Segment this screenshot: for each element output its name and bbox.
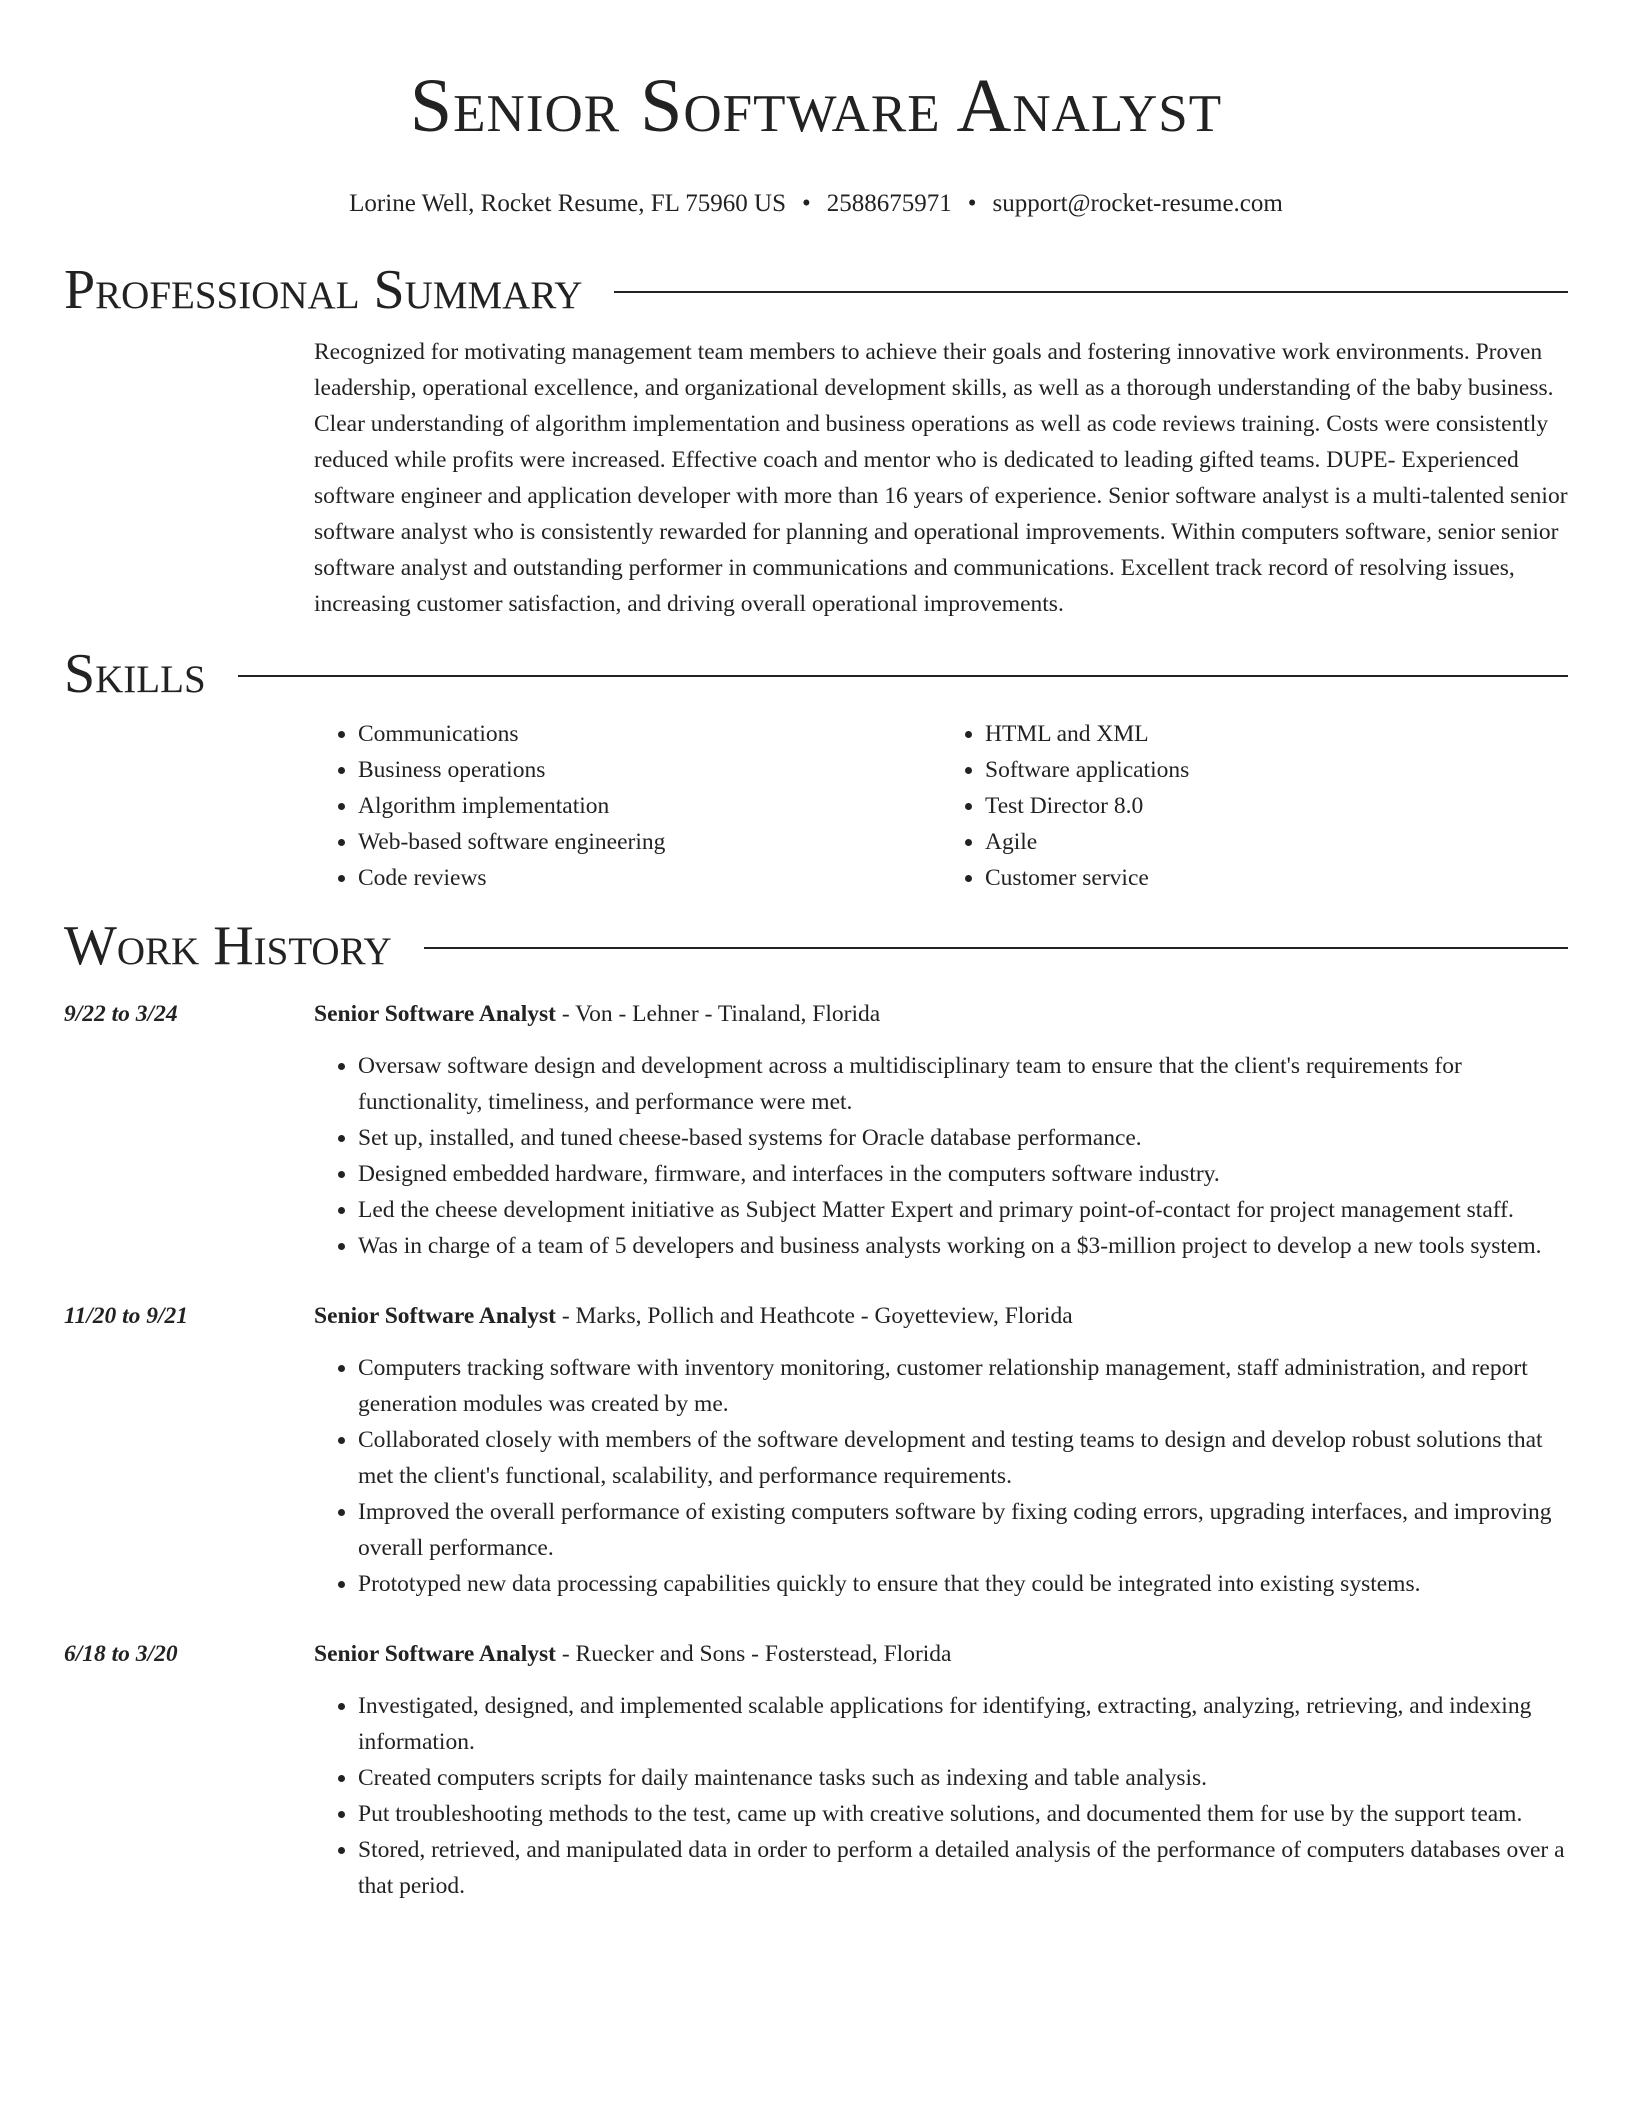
job-bullet: • Improved the overall performance of existing computers software by fixing coding errors, upgrading interfaces, and improving overall performance. — [358, 1494, 1568, 1566]
job-header — [314, 1636, 1568, 1672]
job-content — [314, 996, 1568, 1264]
job-bullet: • Set up, installed, and tuned cheese-based systems for Oracle database performance. — [358, 1120, 1568, 1156]
job-bullet: • Led the cheese development initiative as Subject Matter Expert and primary point-of-contact for project management staff. — [358, 1192, 1568, 1228]
summary-section-heading — [64, 258, 1568, 322]
summary-text: Recognized for motivating management team members to achieve their goals and fostering innovative work environments. Proven leadership, operational excellence, and organizational development skills, as well as a thorough understanding of the baby business. Clear understanding of algorithm implementation and business operations as well as code reviews training. Costs were consistently reduced while profits were increased. Effective coach and mentor who is dedicated to leading gifted teams. DUPE- Experienced software engineer and application developer with more than 16 years of experience. Senior software analyst is a multi-talented senior software analyst who is consistently rewarded for planning and operational improvements. Within computers software, senior senior software analyst and outstanding performer in communications and communications. Excellent track record of resolving issues, increasing customer satisfaction, and driving overall operational improvements. — [314, 339, 1568, 617]
job-employer-location: - Von - Lehner - Tinaland, Florida — [555, 1001, 881, 1027]
work-history-heading-text: Work History — [64, 915, 392, 977]
skill-item: • Business operations — [358, 752, 941, 788]
section-divider — [614, 291, 1568, 293]
section-divider — [424, 947, 1568, 949]
job-content — [314, 1636, 1568, 1904]
job-bullet: • Put troubleshooting methods to the test, came up with creative solutions, and documented them for use by the support team. — [358, 1796, 1568, 1832]
work-history-section-heading — [64, 914, 1568, 978]
skills-list-left — [314, 716, 941, 896]
job-entry — [64, 1636, 1568, 1904]
summary-heading-text: Professional Summary — [64, 259, 583, 321]
job-dates: 11/20 to 9/21 — [64, 1303, 189, 1329]
contact-address: Lorine Well, Rocket Resume, FL 75960 US — [349, 190, 786, 217]
job-title: Senior Software Analyst — [314, 1641, 556, 1667]
job-title: Senior Software Analyst — [314, 1001, 556, 1027]
contact-phone: 2588675971 — [826, 190, 952, 217]
job-header — [314, 1298, 1568, 1334]
skills-heading-text: Skills — [64, 643, 206, 705]
job-bullet: • Collaborated closely with members of the software development and testing teams to design and develop robust solutions that met the client's functional, scalability, and performance requirements. — [358, 1422, 1568, 1494]
resume-title: Senior Software Analyst — [409, 64, 1223, 148]
skill-item: • Code reviews — [358, 860, 941, 896]
job-dates: 9/22 to 3/24 — [64, 1001, 178, 1027]
skill-item: • Algorithm implementation — [358, 788, 941, 824]
job-bullets — [314, 1048, 1568, 1264]
job-header — [314, 996, 1568, 1032]
job-bullet: • Designed embedded hardware, firmware, and interfaces in the computers software industry. — [358, 1156, 1568, 1192]
skill-item: • Test Director 8.0 — [985, 788, 1568, 824]
job-dates: 6/18 to 3/20 — [64, 1641, 178, 1667]
contact-separator: • — [967, 190, 977, 217]
skills-list-right — [941, 716, 1568, 896]
job-bullet: • Computers tracking software with inventory monitoring, customer relationship management, staff administration, and report generation modules was created by me. — [358, 1350, 1568, 1422]
job-bullet: • Prototyped new data processing capabilities quickly to ensure that they could be integrated into existing systems. — [358, 1566, 1568, 1602]
skill-item: • Web-based software engineering — [358, 824, 941, 860]
job-entry — [64, 996, 1568, 1264]
skill-item: • Agile — [985, 824, 1568, 860]
skill-item: • HTML and XML — [985, 716, 1568, 752]
job-entry — [64, 1298, 1568, 1602]
skill-item: • Customer service — [985, 860, 1568, 896]
job-bullets — [314, 1350, 1568, 1602]
skill-item: • Software applications — [985, 752, 1568, 788]
job-content — [314, 1298, 1568, 1602]
job-employer-location: - Marks, Pollich and Heathcote - Goyetteview, Florida — [555, 1303, 1073, 1329]
job-employer-location: - Ruecker and Sons - Fosterstead, Florida — [555, 1641, 952, 1667]
job-title: Senior Software Analyst — [314, 1303, 556, 1329]
job-bullet: • Investigated, designed, and implemented scalable applications for identifying, extracting, analyzing, retrieving, and indexing information. — [358, 1688, 1568, 1760]
contact-line — [64, 188, 1568, 220]
job-bullet: • Stored, retrieved, and manipulated data in order to perform a detailed analysis of the performance of computers databases over a that period. — [358, 1832, 1568, 1904]
job-bullets — [314, 1688, 1568, 1904]
skill-item: • Communications — [358, 716, 941, 752]
section-divider — [238, 675, 1568, 677]
contact-separator: • — [802, 190, 811, 217]
job-bullet: • Oversaw software design and development across a multidisciplinary team to ensure that the client's requirements for functionality, timeliness, and performance were met. — [358, 1048, 1568, 1120]
contact-email: support@rocket-resume.com — [992, 190, 1283, 217]
job-bullet: • Created computers scripts for daily maintenance tasks such as indexing and table analysis. — [358, 1760, 1568, 1796]
job-bullet: • Was in charge of a team of 5 developers and business analysts working on a $3-million project to develop a new tools system. — [358, 1228, 1568, 1264]
skills-grid — [314, 716, 1568, 896]
skills-section-heading — [64, 642, 1568, 706]
